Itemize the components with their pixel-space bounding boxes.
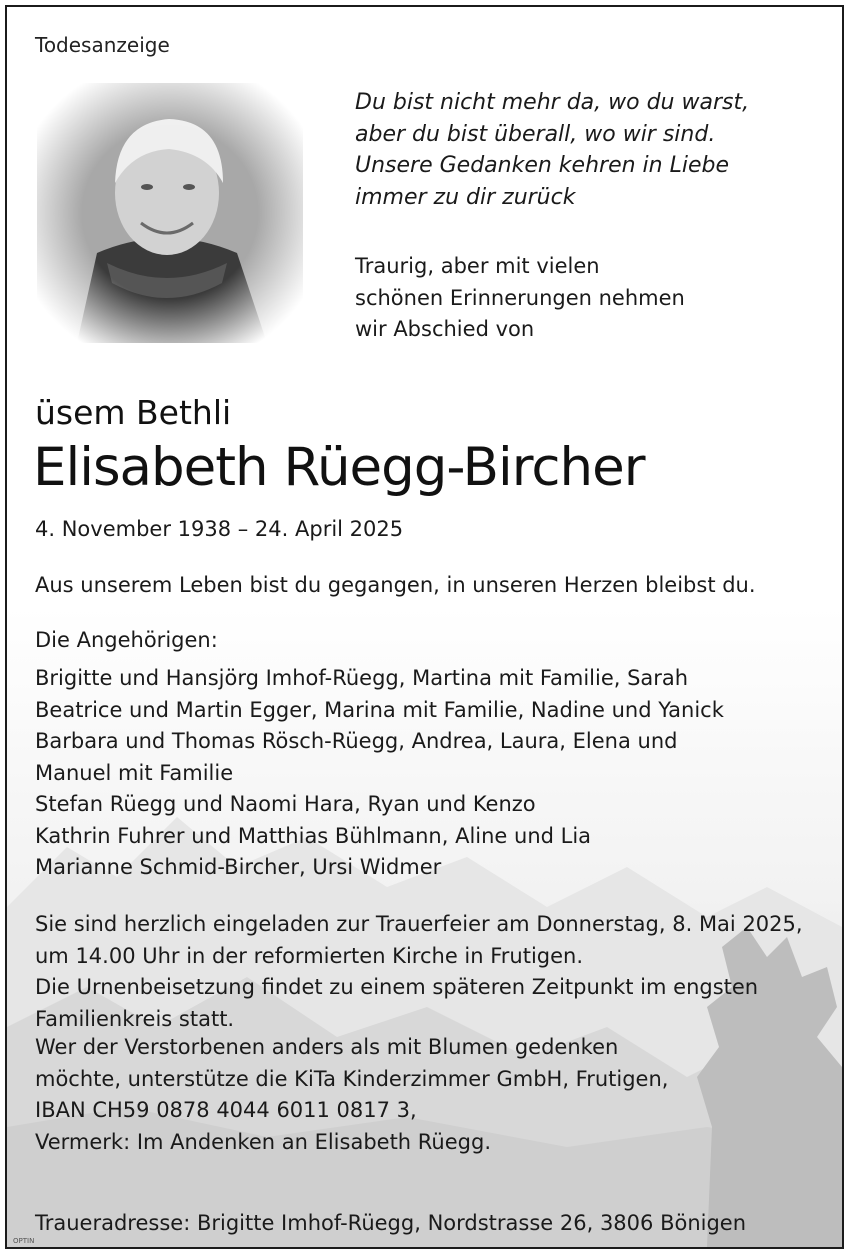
- relatives-line: Stefan Rüegg und Naomi Hara, Ryan und Kenzo: [35, 792, 536, 816]
- quote-line: immer zu dir zurück: [355, 184, 576, 210]
- farewell-text: [355, 251, 685, 346]
- relatives-list: [35, 663, 724, 884]
- donation-line: möchte, unterstütze die KiTa Kinderzimmer GmbH, Frutigen,: [35, 1066, 669, 1091]
- relatives-line: Barbara und Thomas Rösch-Rüegg, Andrea, Laura, Elena und: [35, 729, 678, 753]
- relatives-line: Marianne Schmid-Bircher, Ursi Widmer: [35, 855, 442, 879]
- donation-line: Vermerk: Im Andenken an Elisabeth Rüegg.: [35, 1129, 492, 1154]
- relatives-line: Manuel mit Familie: [35, 760, 234, 785]
- portrait-photo-icon: [37, 83, 303, 343]
- farewell-line: wir Abschied von: [355, 317, 535, 341]
- relatives-label: Die Angehörigen:: [35, 628, 218, 652]
- ceremony-line: Familienkreis statt.: [35, 1006, 235, 1031]
- life-dates: 4. November 1938 – 24. April 2025: [35, 517, 404, 541]
- farewell-line: Traurig, aber mit vielen: [355, 254, 600, 278]
- mourning-address: Traueradresse: Brigitte Imhof-Rüegg, Nordstrasse 26, 3806 Bönigen: [35, 1211, 747, 1235]
- quote-line: Unsere Gedanken kehren in Liebe: [355, 153, 729, 178]
- farewell-line: schönen Erinnerungen nehmen: [355, 285, 685, 310]
- ceremony-line: um 14.00 Uhr in der reformierten Kirche in Frutigen.: [35, 943, 584, 968]
- quote-line: aber du bist überall, wo wir sind.: [355, 121, 716, 147]
- quote-line: Du bist nicht mehr da, wo du warst,: [355, 90, 750, 115]
- ceremony-line: Die Urnenbeisetzung findet zu einem späteren Zeitpunkt im engsten: [35, 975, 759, 999]
- donation-line: Wer der Verstorbenen anders als mit Blumen gedenken: [35, 1035, 619, 1059]
- ceremony-info: [35, 909, 803, 1035]
- relatives-line: Beatrice und Martin Egger, Marina mit Familie, Nadine und Yanick: [35, 697, 724, 722]
- credit-mark: OPTIN: [13, 1237, 35, 1245]
- deceased-nickname: üsem Bethli: [35, 393, 232, 432]
- notice-type-label: Todesanzeige: [35, 33, 170, 57]
- relatives-line: Brigitte und Hansjörg Imhof-Rüegg, Martina mit Familie, Sarah: [35, 666, 689, 690]
- donation-info: [35, 1032, 668, 1158]
- obituary-frame: [5, 5, 844, 1249]
- memorial-quote: [355, 87, 749, 213]
- donation-line: IBAN CH59 0878 4044 6011 0817 3,: [35, 1098, 417, 1122]
- relatives-line: Kathrin Fuhrer und Matthias Bühlmann, Aline und Lia: [35, 823, 592, 848]
- ceremony-line: Sie sind herzlich eingeladen zur Trauerfeier am Donnerstag, 8. Mai 2025,: [35, 912, 803, 936]
- memorial-motto: Aus unserem Leben bist du gegangen, in unseren Herzen bleibst du.: [35, 573, 756, 597]
- deceased-name: Elisabeth Rüegg-Bircher: [33, 437, 645, 498]
